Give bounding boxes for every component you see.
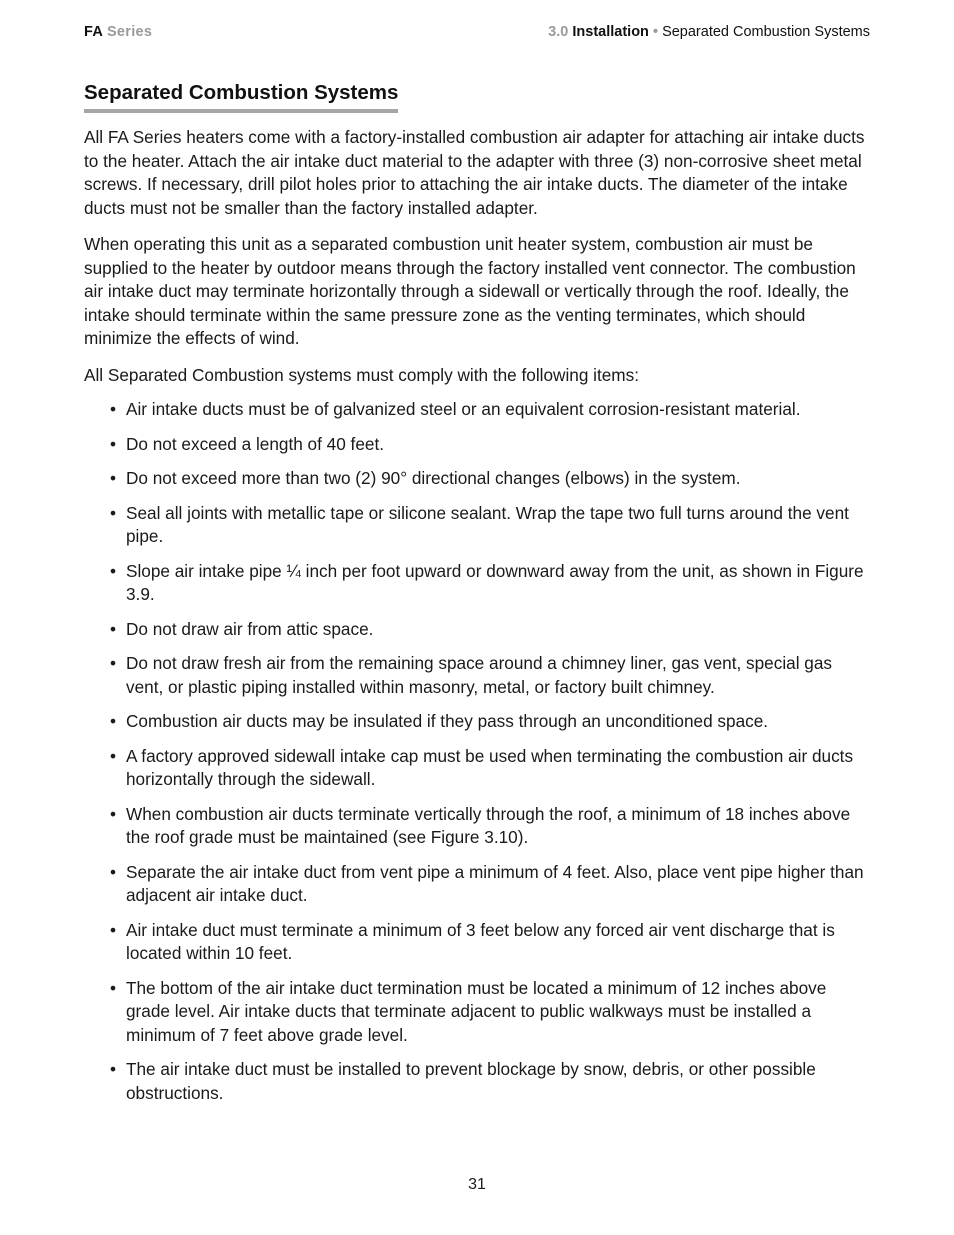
list-item-text: Separate the air intake duct from vent pipe a minimum of 4 feet. Also, place vent pipe higher than adjacent air intake duct.	[126, 861, 864, 905]
list-item-text: The bottom of the air intake duct termination must be located a minimum of 12 inches above grade level. Air intake ducts that terminate adjacent to public walkways must be installed a minimum of 7 feet above grade level.	[126, 977, 827, 1045]
section-number: 3.0	[548, 24, 569, 40]
section-breadcrumb	[548, 24, 870, 40]
list-item-text: A factory approved sidewall intake cap must be used when terminating the combustion air ducts horizontally through the sidewall.	[126, 745, 854, 789]
list-item-text: When combustion air ducts terminate vertically through the roof, a minimum of 18 inches above the roof grade must be maintained (see Figure 3.10).	[126, 803, 851, 847]
series-word: Series	[106, 24, 153, 40]
list-item	[84, 433, 874, 457]
list-item	[84, 560, 874, 607]
list-item-text: Air intake ducts must be of galvanized steel or an equivalent corrosion-resistant material.	[126, 399, 801, 419]
list-item	[84, 502, 874, 549]
list-item-text: The air intake duct must be installed to prevent blockage by snow, debris, or other possible obstructions.	[126, 1059, 816, 1103]
list-item-text: Do not draw air from attic space.	[126, 618, 374, 639]
list-item-text: Combustion air ducts may be insulated if they pass through an unconditioned space.	[126, 711, 769, 731]
brand-name: FA	[84, 24, 103, 40]
compliance-intro: All Separated Combustion systems must comply with the following items:	[84, 364, 639, 385]
list-item-text: Do not exceed a length of 40 feet.	[126, 433, 384, 454]
bullet-icon: •	[110, 977, 117, 998]
list-item	[84, 467, 874, 491]
intro-paragraph: All FA Series heaters come with a factory-installed combustion air adapter for attaching air intake ducts to the heater. Attach the air intake duct material to the adapter with three (3) non-corrosive sheet metal screws. If necessary, drill pilot holes prior to attaching the air intake ducts. The diameter of the intake ducts must not be smaller than the factory installed adapter.	[84, 127, 865, 218]
bullet-icon: •	[110, 560, 117, 581]
list-item	[84, 803, 874, 850]
list-item	[84, 1058, 874, 1105]
list-item	[84, 652, 874, 699]
list-item	[84, 977, 874, 1048]
bullet-icon: •	[110, 711, 117, 731]
bullet-icon: •	[110, 399, 117, 419]
list-item	[84, 710, 874, 734]
bullet-icon: •	[110, 745, 117, 766]
bullet-icon: •	[110, 433, 117, 454]
bullet-icon: •	[110, 653, 117, 673]
operation-paragraph: When operating this unit as a separated combustion unit heater system, combustion air must be supplied to the heater by outdoor means through the factory installed vent connector. The combustion air intake duct may terminate horizontally through a sidewall or vertically through the roof. Ideally, the intake should terminate within the same pressure zone as the venting terminates, which should minimize the effects of wind.	[84, 234, 856, 348]
list-item	[84, 398, 874, 422]
bullet-icon: •	[110, 919, 117, 940]
page-number: 31	[468, 1176, 486, 1193]
bullet-icon: •	[110, 502, 117, 523]
list-item-text: Air intake duct must terminate a minimum of 3 feet below any forced air vent discharge that is located within 10 feet.	[126, 919, 835, 963]
bullet-icon: •	[110, 468, 117, 488]
list-item	[84, 745, 874, 792]
page-content	[84, 80, 874, 1105]
running-header	[84, 24, 870, 44]
bullet-icon: •	[110, 803, 117, 824]
bullet-icon: •	[110, 618, 117, 639]
list-item	[84, 861, 874, 908]
section-name: Installation	[572, 24, 649, 40]
list-item	[84, 919, 874, 966]
product-series-label	[84, 24, 152, 40]
list-item-text: Slope air intake pipe ¼ inch per foot upward or downward away from the unit, as shown in Figure 3.9.	[126, 560, 864, 604]
list-item	[84, 618, 874, 642]
list-item-text: Seal all joints with metallic tape or silicone sealant. Wrap the tape two full turns around the vent pipe.	[126, 502, 849, 546]
page-title: Separated Combustion Systems	[84, 80, 398, 113]
list-item-text: Do not exceed more than two (2) 90° directional changes (elbows) in the system.	[126, 468, 741, 488]
bullet-icon: •	[110, 861, 117, 882]
section-topic: Separated Combustion Systems	[662, 24, 870, 40]
requirements-list	[84, 398, 874, 1105]
bullet-icon: •	[110, 1059, 117, 1079]
breadcrumb-separator: •	[652, 24, 659, 40]
list-item-text: Do not draw fresh air from the remaining space around a chimney liner, gas vent, special gas vent, or plastic piping installed within masonry, metal, or factory built chimney.	[126, 653, 833, 697]
